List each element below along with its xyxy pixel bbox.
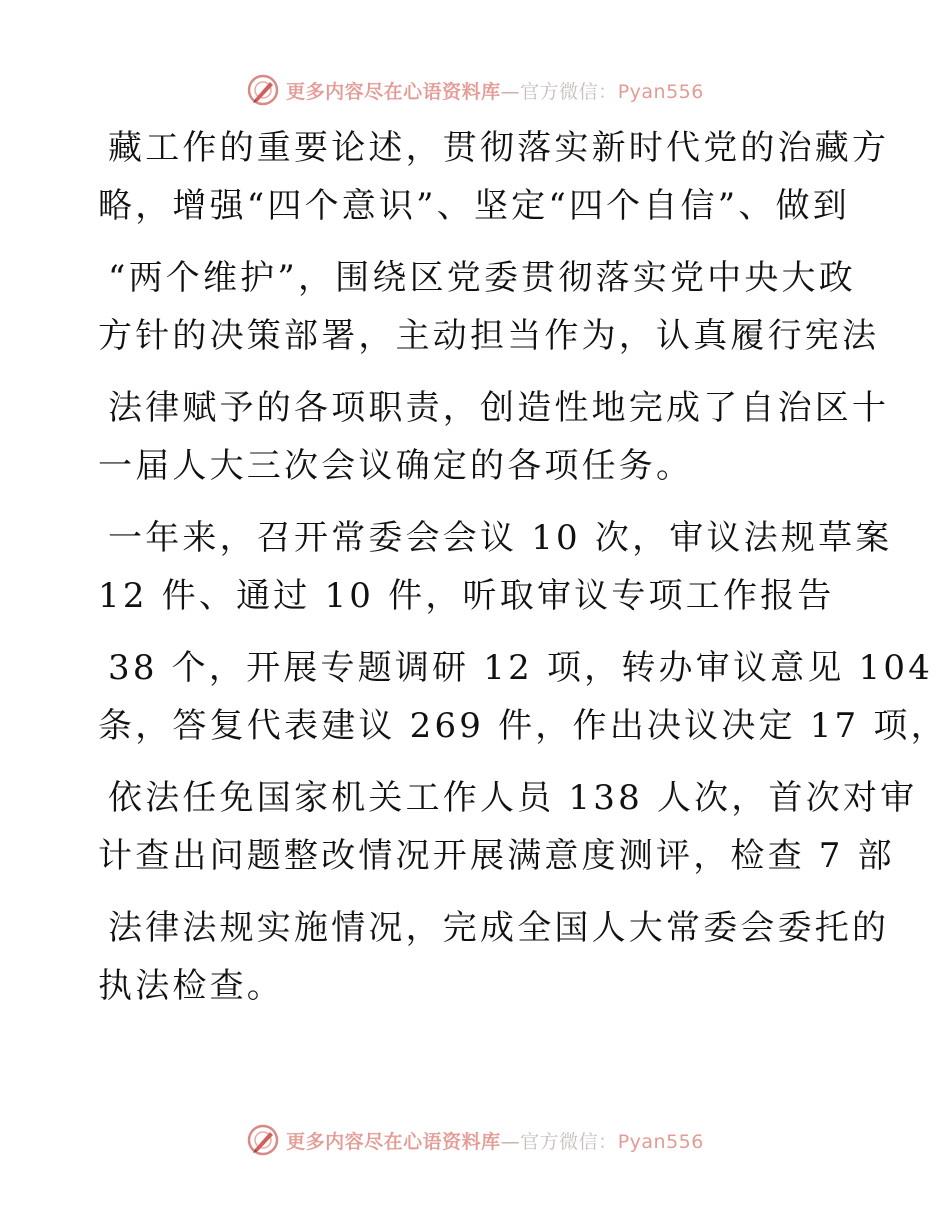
footer-watermark	[0, 1120, 950, 1160]
watermark-contact: 官方微信：	[520, 80, 618, 103]
watermark-dash: —	[500, 1130, 521, 1153]
paragraph-line: 计查出问题整改情况开展满意度测评，检查 7 部	[98, 836, 895, 876]
watermark-id: Pyan556	[617, 80, 704, 103]
paragraph-line: 法律法规实施情况，完成全国人大常委会委托的	[108, 908, 890, 948]
watermark-text	[286, 1127, 704, 1154]
watermark-dash: —	[500, 80, 521, 103]
paragraph-line: 条，答复代表建议 269 件，作出决议决定 17 项，	[98, 706, 948, 746]
paragraph-line: 一届人大三次会议确定的各项任务。	[98, 446, 694, 486]
paragraph-line: 一年来，召开常委会会议 10 次，审议法规草案	[108, 518, 893, 558]
paragraph-line: 方针的决策部署，主动担当作为，认真履行宪法	[98, 316, 880, 356]
paragraph-line: 38 个，开展专题调研 12 项，转办审议意见 104	[108, 648, 934, 688]
paragraph-line: 执法检查。	[98, 966, 284, 1006]
pen-logo-icon	[246, 1123, 280, 1157]
watermark-text	[286, 77, 704, 104]
paragraph-line: 依法任免国家机关工作人员 138 人次，首次对审	[108, 778, 918, 818]
pen-logo-icon	[246, 73, 280, 107]
paragraph-line: 藏工作的重要论述，贯彻落实新时代党的治藏方	[108, 128, 890, 168]
watermark-id: Pyan556	[617, 1130, 704, 1153]
watermark-main: 更多内容尽在心语资料库	[286, 1130, 501, 1153]
watermark-main: 更多内容尽在心语资料库	[286, 80, 501, 103]
header-watermark	[0, 70, 950, 110]
paragraph-line: “两个维护”，围绕区党委贯彻落实党中央大政	[108, 258, 856, 298]
paragraph-line: 略，增强“四个意识”、坚定“四个自信”、做到	[98, 186, 850, 226]
paragraph-line: 法律赋予的各项职责，创造性地完成了自治区十	[108, 388, 890, 428]
paragraph-line: 12 件、通过 10 件，听取审议专项工作报告	[98, 576, 835, 616]
watermark-contact: 官方微信：	[520, 1130, 618, 1153]
